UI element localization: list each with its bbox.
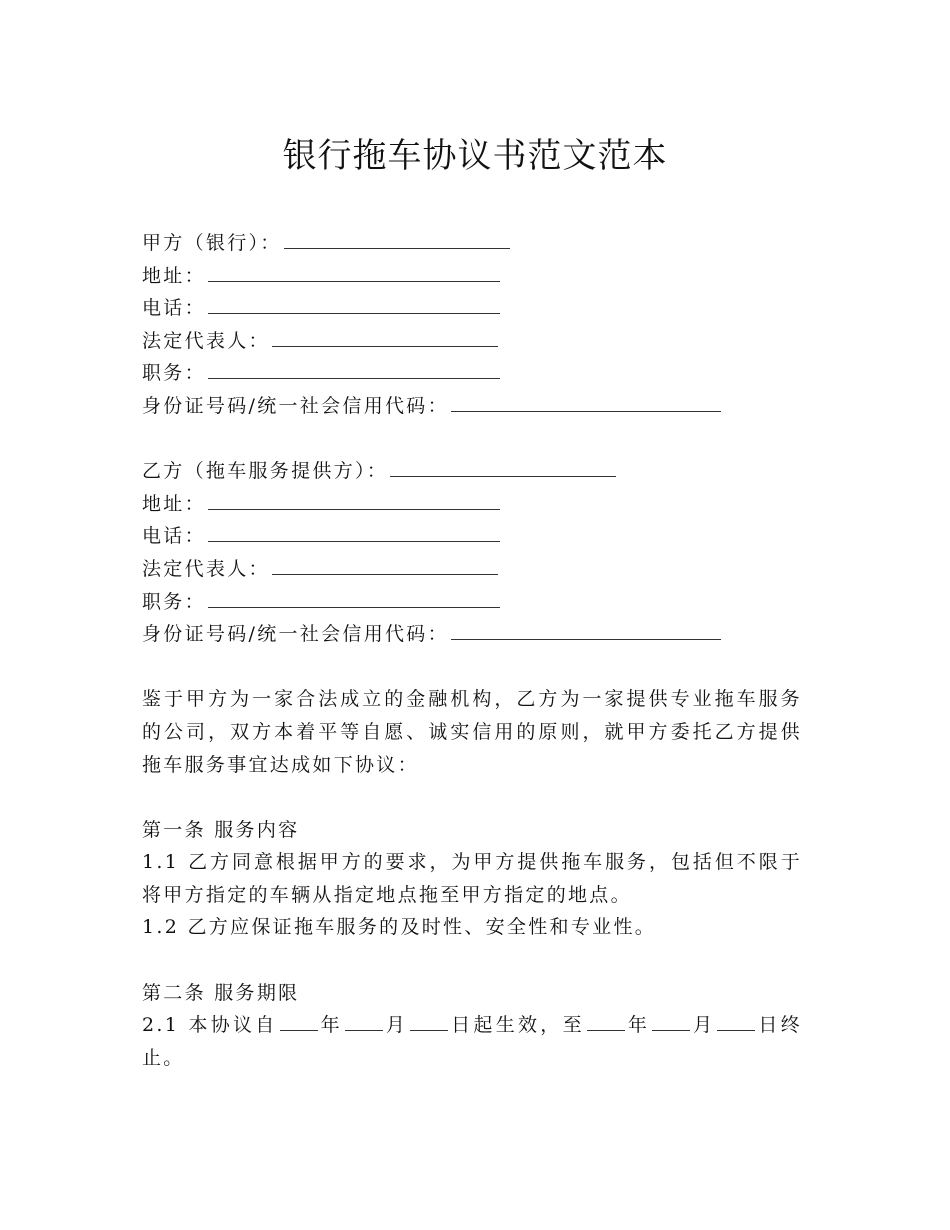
party-b-id-blank (451, 638, 721, 640)
party-b-id-line (142, 618, 802, 651)
party-a-name-blank (284, 247, 510, 249)
party-a-heading: 甲方（银行）： (142, 232, 282, 254)
end-month-label: 月 (692, 1014, 716, 1037)
start-month-label: 月 (384, 1014, 409, 1037)
start-year-label: 年 (319, 1014, 343, 1037)
party-b-rep-blank (272, 573, 498, 575)
party-b-name-blank (390, 475, 616, 477)
party-b-heading-line (142, 455, 802, 488)
party-b-address-blank (208, 508, 500, 510)
start-month-blank (345, 1029, 383, 1031)
clause-1-1: 1.1 乙方同意根据甲方的要求，为甲方提供拖车服务，包括但不限于将甲方指定的车辆从指定地点拖至甲方指定的地点。 (142, 851, 802, 906)
start-year-blank (280, 1029, 318, 1031)
spacer (142, 651, 802, 684)
end-day-blank (717, 1029, 755, 1031)
party-a-address-line (142, 260, 802, 293)
end-day-label: 日终止。 (142, 1014, 802, 1069)
spacer (142, 423, 802, 456)
clause-2-1-prefix: 2.1 本协议自 (142, 1014, 278, 1037)
end-year-label: 年 (626, 1014, 651, 1037)
party-a-id-line (142, 390, 802, 423)
party-b-address-line (142, 488, 802, 521)
party-b-phone-line (142, 520, 802, 553)
party-a-heading-line (142, 227, 802, 260)
party-a-id-blank (451, 410, 721, 412)
party-b-rep-label: 法定代表人： (142, 557, 270, 580)
end-year-blank (587, 1029, 625, 1031)
party-a-position-line (142, 357, 802, 390)
party-a-position-blank (208, 377, 500, 379)
article-1-heading: 第一条 服务内容 (142, 818, 300, 841)
preamble-paragraph: 鉴于甲方为一家合法成立的金融机构，乙方为一家提供专业拖车服务的公司，双方本着平等自愿、诚实信用的原则，就甲方委托乙方提供拖车服务事宜达成如下协议： (142, 688, 802, 776)
party-a-phone-label: 电话： (142, 297, 206, 320)
party-a-address-label: 地址： (142, 264, 206, 287)
clause-2-1 (142, 1009, 802, 1074)
end-month-blank (652, 1029, 690, 1031)
party-b-heading: 乙方（拖车服务提供方）： (142, 460, 389, 483)
party-a-phone-blank (208, 312, 500, 314)
party-a-phone-line (142, 292, 802, 325)
spacer (142, 944, 802, 977)
party-b-position-blank (208, 606, 500, 608)
party-a-rep-label: 法定代表人： (142, 329, 270, 352)
start-day-blank (410, 1029, 448, 1031)
party-b-position-label: 职务： (142, 590, 206, 613)
party-b-id-label: 身份证号码/统一社会信用代码： (142, 623, 449, 646)
party-b-rep-line (142, 553, 802, 586)
party-b-phone-label: 电话： (142, 525, 206, 548)
start-day-label: 日起生效，至 (450, 1014, 585, 1037)
party-a-position-label: 职务： (142, 362, 206, 385)
article-2-heading: 第二条 服务期限 (142, 981, 300, 1004)
party-a-rep-blank (272, 345, 498, 347)
party-b-position-line (142, 586, 802, 619)
clause-1-2: 1.2 乙方应保证拖车服务的及时性、安全性和专业性。 (142, 916, 657, 939)
party-b-address-label: 地址： (142, 492, 206, 515)
party-b-phone-blank (208, 540, 500, 542)
spacer (142, 781, 802, 814)
party-a-id-label: 身份证号码/统一社会信用代码： (142, 394, 449, 417)
party-a-address-blank (208, 280, 500, 282)
party-a-rep-line (142, 325, 802, 358)
document-title: 银行拖车协议书范文范本 (282, 136, 668, 176)
document-body (142, 227, 802, 1074)
